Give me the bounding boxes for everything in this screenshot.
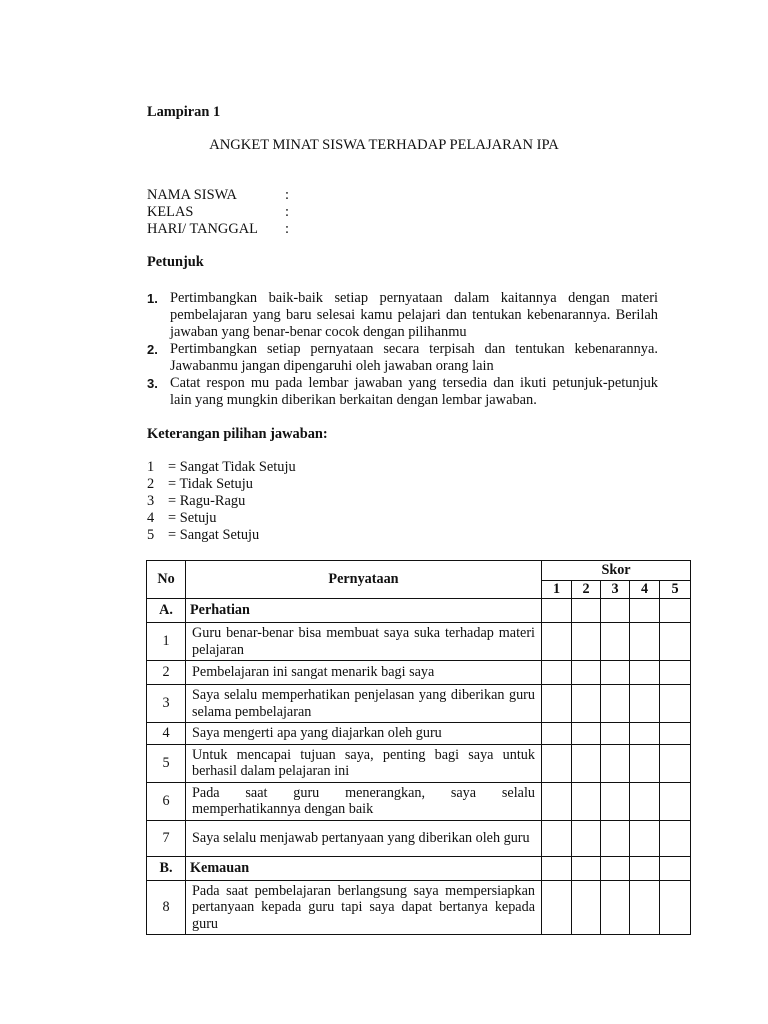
section-title: Kemauan — [186, 856, 542, 880]
legend-key: 3 — [147, 493, 155, 509]
score-cell[interactable] — [630, 685, 660, 723]
score-cell[interactable] — [572, 880, 601, 935]
score-cell[interactable] — [630, 820, 660, 856]
score-cell[interactable] — [601, 599, 630, 623]
table-row — [147, 820, 691, 856]
score-cell[interactable] — [630, 599, 660, 623]
row-number: 1 — [147, 623, 186, 661]
instruction-item — [147, 375, 658, 409]
score-cell[interactable] — [542, 661, 572, 685]
instruction-number: 3. — [147, 376, 158, 391]
statement-text: Pada saat guru menerangkan, saya selalu memperhatikannya dengan baik — [186, 782, 542, 820]
score-cell[interactable] — [572, 820, 601, 856]
statement-text: Guru benar-benar bisa membuat saya suka terhadap materi pelajaran — [186, 623, 542, 661]
score-col-5: 5 — [660, 581, 691, 599]
header-no: No — [147, 561, 186, 599]
row-number: 2 — [147, 661, 186, 685]
legend-value: = Sangat Setuju — [168, 527, 260, 543]
legend-key: 5 — [147, 527, 155, 543]
score-cell[interactable] — [572, 623, 601, 661]
instruction-item — [147, 290, 658, 341]
score-cell[interactable] — [542, 744, 572, 782]
score-cell[interactable] — [542, 782, 572, 820]
field-colon: : — [285, 221, 289, 237]
row-number: 6 — [147, 782, 186, 820]
header-statement: Pernyataan — [186, 561, 542, 599]
score-cell[interactable] — [572, 856, 601, 880]
statement-text: Pada saat pembelajaran berlangsung saya mempersiapkan pertanyaan kepada guru tapi saya dapat bertanya kepada guru — [186, 880, 542, 935]
legend-item — [147, 527, 259, 544]
score-cell[interactable] — [660, 880, 691, 935]
score-cell[interactable] — [630, 880, 660, 935]
statement-text: Saya mengerti apa yang diajarkan oleh guru — [186, 723, 542, 745]
score-cell[interactable] — [601, 782, 630, 820]
statement-text: Saya selalu menjawab pertanyaan yang diberikan oleh guru — [186, 820, 542, 856]
section-number: A. — [147, 599, 186, 623]
score-cell[interactable] — [542, 685, 572, 723]
score-col-2: 2 — [572, 581, 601, 599]
table-row — [147, 661, 691, 685]
statement-text: Untuk mencapai tujuan saya, penting bagi saya untuk berhasil dalam pelajaran ini — [186, 744, 542, 782]
score-cell[interactable] — [660, 685, 691, 723]
score-cell[interactable] — [630, 661, 660, 685]
score-cell[interactable] — [601, 685, 630, 723]
score-cell[interactable] — [601, 880, 630, 935]
score-cell[interactable] — [572, 685, 601, 723]
score-cell[interactable] — [601, 623, 630, 661]
questionnaire-table — [146, 560, 691, 935]
score-cell[interactable] — [660, 782, 691, 820]
score-col-3: 3 — [601, 581, 630, 599]
instruction-text: Pertimbangkan baik-baik setiap pernyataan dalam kaitannya dengan materi pembelajaran yang baru selesai kamu pelajari dan tentukan kebenarannya. Berilah jawaban yang benar-benar cocok dengan pilihanmu — [170, 290, 658, 340]
score-cell[interactable] — [660, 661, 691, 685]
appendix-label: Lampiran 1 — [147, 104, 221, 120]
statement-text: Saya selalu memperhatikan penjelasan yang diberikan guru selama pembelajaran — [186, 685, 542, 723]
legend-item — [147, 510, 217, 527]
table-row — [147, 723, 691, 745]
legend-item — [147, 493, 245, 510]
score-cell[interactable] — [572, 744, 601, 782]
score-cell[interactable] — [572, 661, 601, 685]
field-label-name: NAMA SISWA — [147, 187, 237, 203]
row-number: 4 — [147, 723, 186, 745]
instructions-list — [147, 290, 658, 409]
score-cell[interactable] — [542, 820, 572, 856]
score-cell[interactable] — [542, 856, 572, 880]
score-cell[interactable] — [630, 723, 660, 745]
score-cell[interactable] — [542, 880, 572, 935]
legend-value: = Tidak Setuju — [168, 476, 253, 492]
instruction-number: 1. — [147, 291, 158, 306]
legend-heading: Keterangan pilihan jawaban: — [147, 426, 328, 442]
score-cell[interactable] — [542, 623, 572, 661]
score-cell[interactable] — [660, 599, 691, 623]
score-cell[interactable] — [601, 661, 630, 685]
legend-item — [147, 476, 253, 493]
row-number: 3 — [147, 685, 186, 723]
field-label-date: HARI/ TANGGAL — [147, 221, 258, 237]
instruction-text: Catat respon mu pada lembar jawaban yang tersedia dan ikuti petunjuk-petunjuk lain yang mungkin diberikan berkaitan dengan lembar jawaban. — [170, 375, 658, 408]
score-cell[interactable] — [660, 623, 691, 661]
legend-key: 2 — [147, 476, 155, 492]
statement-text: Pembelajaran ini sangat menarik bagi saya — [186, 661, 542, 685]
score-cell[interactable] — [630, 782, 660, 820]
score-cell[interactable] — [572, 723, 601, 745]
score-col-1: 1 — [542, 581, 572, 599]
field-label-class: KELAS — [147, 204, 194, 220]
field-colon: : — [285, 187, 289, 203]
header-score: Skor — [542, 561, 691, 581]
legend-key: 1 — [147, 459, 155, 475]
section-number: B. — [147, 856, 186, 880]
legend-value: = Sangat Tidak Setuju — [168, 459, 296, 475]
legend-value: = Setuju — [168, 510, 217, 526]
row-number: 7 — [147, 820, 186, 856]
page-title: ANGKET MINAT SISWA TERHADAP PELAJARAN IPA — [209, 137, 559, 153]
score-cell[interactable] — [542, 599, 572, 623]
score-cell[interactable] — [601, 820, 630, 856]
table-row — [147, 623, 691, 661]
table-row — [147, 685, 691, 723]
instruction-number: 2. — [147, 342, 158, 357]
field-colon: : — [285, 204, 289, 220]
instructions-heading: Petunjuk — [147, 254, 204, 270]
score-cell[interactable] — [601, 723, 630, 745]
score-cell[interactable] — [572, 599, 601, 623]
score-cell[interactable] — [660, 820, 691, 856]
section-row — [147, 856, 691, 880]
score-cell[interactable] — [630, 856, 660, 880]
score-cell[interactable] — [660, 856, 691, 880]
legend-key: 4 — [147, 510, 155, 526]
score-col-4: 4 — [630, 581, 660, 599]
score-cell[interactable] — [542, 723, 572, 745]
legend-value: = Ragu-Ragu — [168, 493, 246, 509]
table-row — [147, 744, 691, 782]
instruction-text: Pertimbangkan setiap pernyataan secara terpisah dan tentukan kebenarannya. Jawabanmu jangan dipengaruhi oleh jawaban orang lain — [170, 341, 658, 374]
instruction-item — [147, 341, 658, 375]
table-row — [147, 880, 691, 935]
score-cell[interactable] — [630, 744, 660, 782]
table-row — [147, 782, 691, 820]
score-cell[interactable] — [601, 856, 630, 880]
score-cell[interactable] — [660, 723, 691, 745]
section-row — [147, 599, 691, 623]
legend-item — [147, 459, 296, 476]
score-cell[interactable] — [660, 744, 691, 782]
section-title: Perhatian — [186, 599, 542, 623]
score-cell[interactable] — [630, 623, 660, 661]
row-number: 5 — [147, 744, 186, 782]
score-cell[interactable] — [572, 782, 601, 820]
score-cell[interactable] — [601, 744, 630, 782]
row-number: 8 — [147, 880, 186, 935]
